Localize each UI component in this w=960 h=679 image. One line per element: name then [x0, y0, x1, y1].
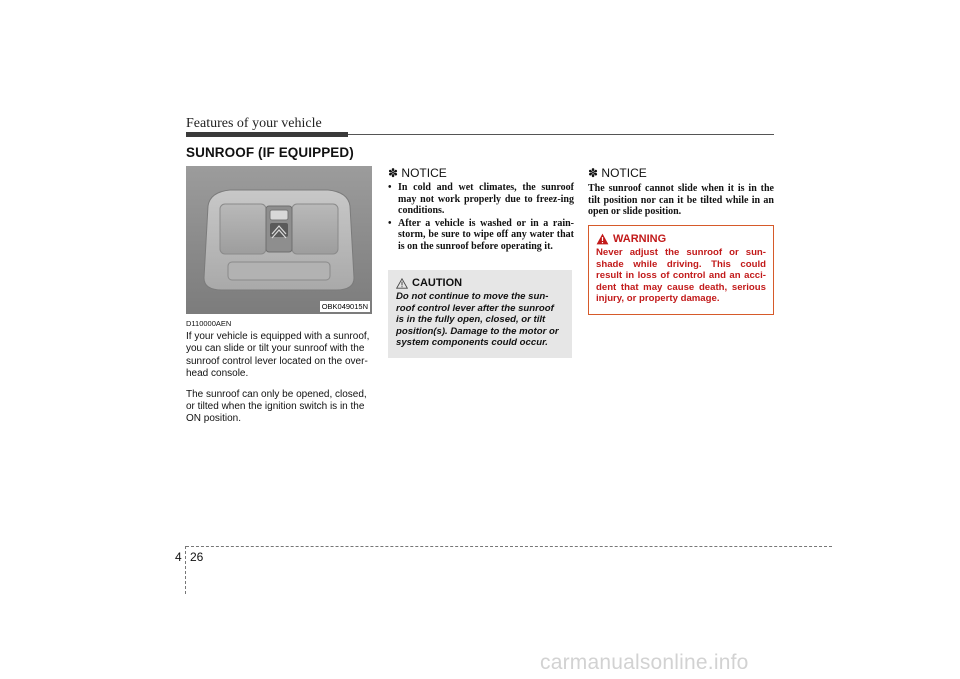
notice-list: [388, 182, 574, 254]
paragraph: The sunroof can only be opened, closed, or tilted when the ignition switch is in the ON position.: [186, 389, 367, 425]
caution-header: [396, 277, 564, 289]
header-title: Features of your vehicle: [186, 116, 322, 131]
list-item: • After a vehicle is washed or in a rain-storm, be sure to wipe off any water that is on the sunroof before operating it.: [388, 218, 574, 253]
overhead-console-photo: [186, 166, 372, 314]
list-item: • In cold and wet climates, the sunroof may not work properly due to freez-ing conditions.: [388, 182, 574, 217]
page-number: 26: [190, 550, 204, 564]
header-rule-thin: [348, 134, 774, 135]
notice-title-1: [388, 166, 447, 180]
caution-box: [388, 270, 572, 358]
header-rule: [186, 132, 774, 137]
footer-rule: [186, 546, 832, 547]
warning-header: [596, 233, 766, 245]
notice-star-icon: ✽: [588, 166, 599, 180]
notice-title-2: [588, 166, 647, 180]
caution-title: CAUTION: [412, 277, 463, 289]
warning-title: WARNING: [613, 233, 667, 245]
notice-text: The sunroof cannot slide when it is in the tilt position nor can it be tilted while in an open or slide position.: [588, 183, 774, 218]
caution-triangle-icon: [396, 278, 408, 289]
warning-box: [588, 225, 774, 315]
paragraph: If your vehicle is equipped with a sunroof, you can slide or tilt your sunroof with the sunroof control lever located on the over-head console.: [186, 331, 370, 379]
notice-label: NOTICE: [401, 166, 447, 180]
overhead-console-illustration: [186, 166, 372, 314]
section-code: D110000AEN: [186, 319, 232, 328]
chapter-number: 4: [175, 550, 182, 564]
photo-code: OBK049015N: [321, 302, 368, 311]
notice-star-icon: ✽: [388, 166, 399, 180]
sunroof-description: [186, 318, 372, 435]
warning-text: Never adjust the sunroof or sun-shade while driving. This could result in loss of control and an acci-dent that may cause death, serious injury, or property damage.: [596, 247, 766, 305]
section-title: SUNROOF (IF EQUIPPED): [186, 145, 354, 160]
caution-text: Do not continue to move the sun-roof control lever after the sunroof is in the fully open, closed, or tilt position(s). Damage to the motor or system components could occur.: [396, 291, 559, 349]
header-rule-thick: [186, 132, 348, 137]
warning-triangle-icon: [596, 233, 609, 245]
footer-vertical-rule: [185, 546, 186, 594]
watermark: carmanualsonline.info: [540, 651, 749, 674]
notice-label: NOTICE: [601, 166, 647, 180]
